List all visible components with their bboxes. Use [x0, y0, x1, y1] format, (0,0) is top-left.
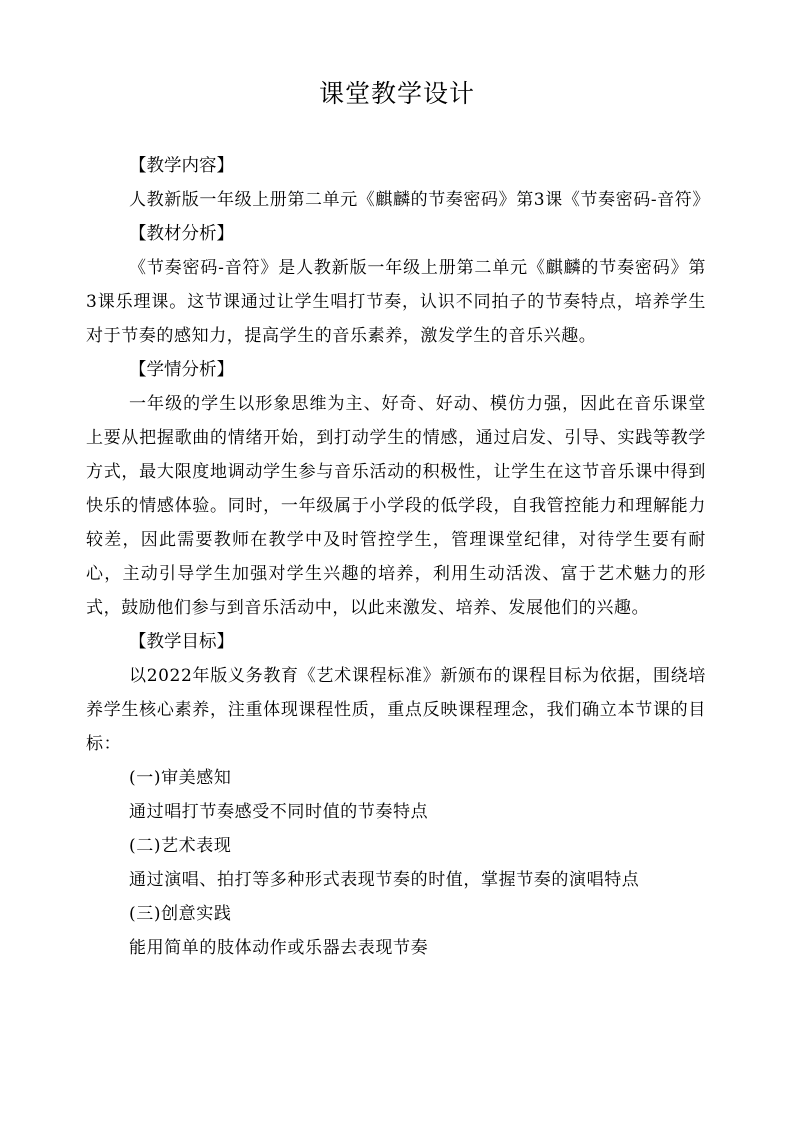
- objective-text-creative-practice: 能用简单的肢体动作或乐器去表现节奏: [129, 938, 429, 958]
- section-paragraph-student-analysis: 一年级的学生以形象思维为主、好奇、好动、模仿力强，因此在音乐课堂上要从把握歌曲的情绪开始，到打动学生的情感，通过启发、引导、实践等教学方式，最大限度地调动学生参与音乐活动的积极性，让学生在这节音乐课中得到快乐的情感体验。同时，一年级属于小学段的低学段，自我管控能力和理解能力较差，因此需要教师在教学中及时管控学生，管理课堂纪律，对待学生要有耐心，主动引导学生加强对学生兴趣的培养，利用生动活泼、富于艺术魅力的形式，鼓励他们参与到音乐活动中，以此来激发、培养、发展他们的兴趣。: [86, 394, 706, 618]
- section-paragraph-textbook-analysis: 《节奏密码-音符》是人教新版一年级上册第二单元《麒麟的节奏密码》第3课乐理课。这节课通过让学生唱打节奏，认识不同拍子的节奏特点，培养学生对于节奏的感知力，提高学生的音乐素养，激发学生的音乐兴趣。: [86, 258, 706, 346]
- section-heading-teaching-goals: 【教学目标】: [129, 632, 234, 652]
- objective-text-aesthetic-perception: 通过唱打节奏感受不同时值的节奏特点: [129, 802, 429, 822]
- objective-label-creative-practice: (三)创意实践: [129, 904, 232, 924]
- objective-text-artistic-expression: 通过演唱、拍打等多种形式表现节奏的时值，掌握节奏的演唱特点: [129, 870, 640, 890]
- document-title: 课堂教学设计: [318, 79, 475, 108]
- section-heading-student-analysis: 【学情分析】: [129, 360, 234, 380]
- document-body: [86, 149, 710, 965]
- section-heading-teaching-content: 【教学内容】: [129, 156, 234, 176]
- section-paragraph-teaching-content: 人教新版一年级上册第二单元《麒麟的节奏密码》第3课《节奏密码-音符》: [129, 190, 710, 210]
- objective-label-artistic-expression: (二)艺术表现: [129, 836, 232, 856]
- objective-label-aesthetic-perception: (一)审美感知: [129, 768, 232, 788]
- section-paragraph-teaching-goals: 以2022年版义务教育《艺术课程标准》新颁布的课程目标为依据，围绕培养学生核心素养，注重体现课程性质，重点反映课程理念，我们确立本节课的目标：: [86, 666, 706, 754]
- section-heading-textbook-analysis: 【教材分析】: [129, 224, 234, 244]
